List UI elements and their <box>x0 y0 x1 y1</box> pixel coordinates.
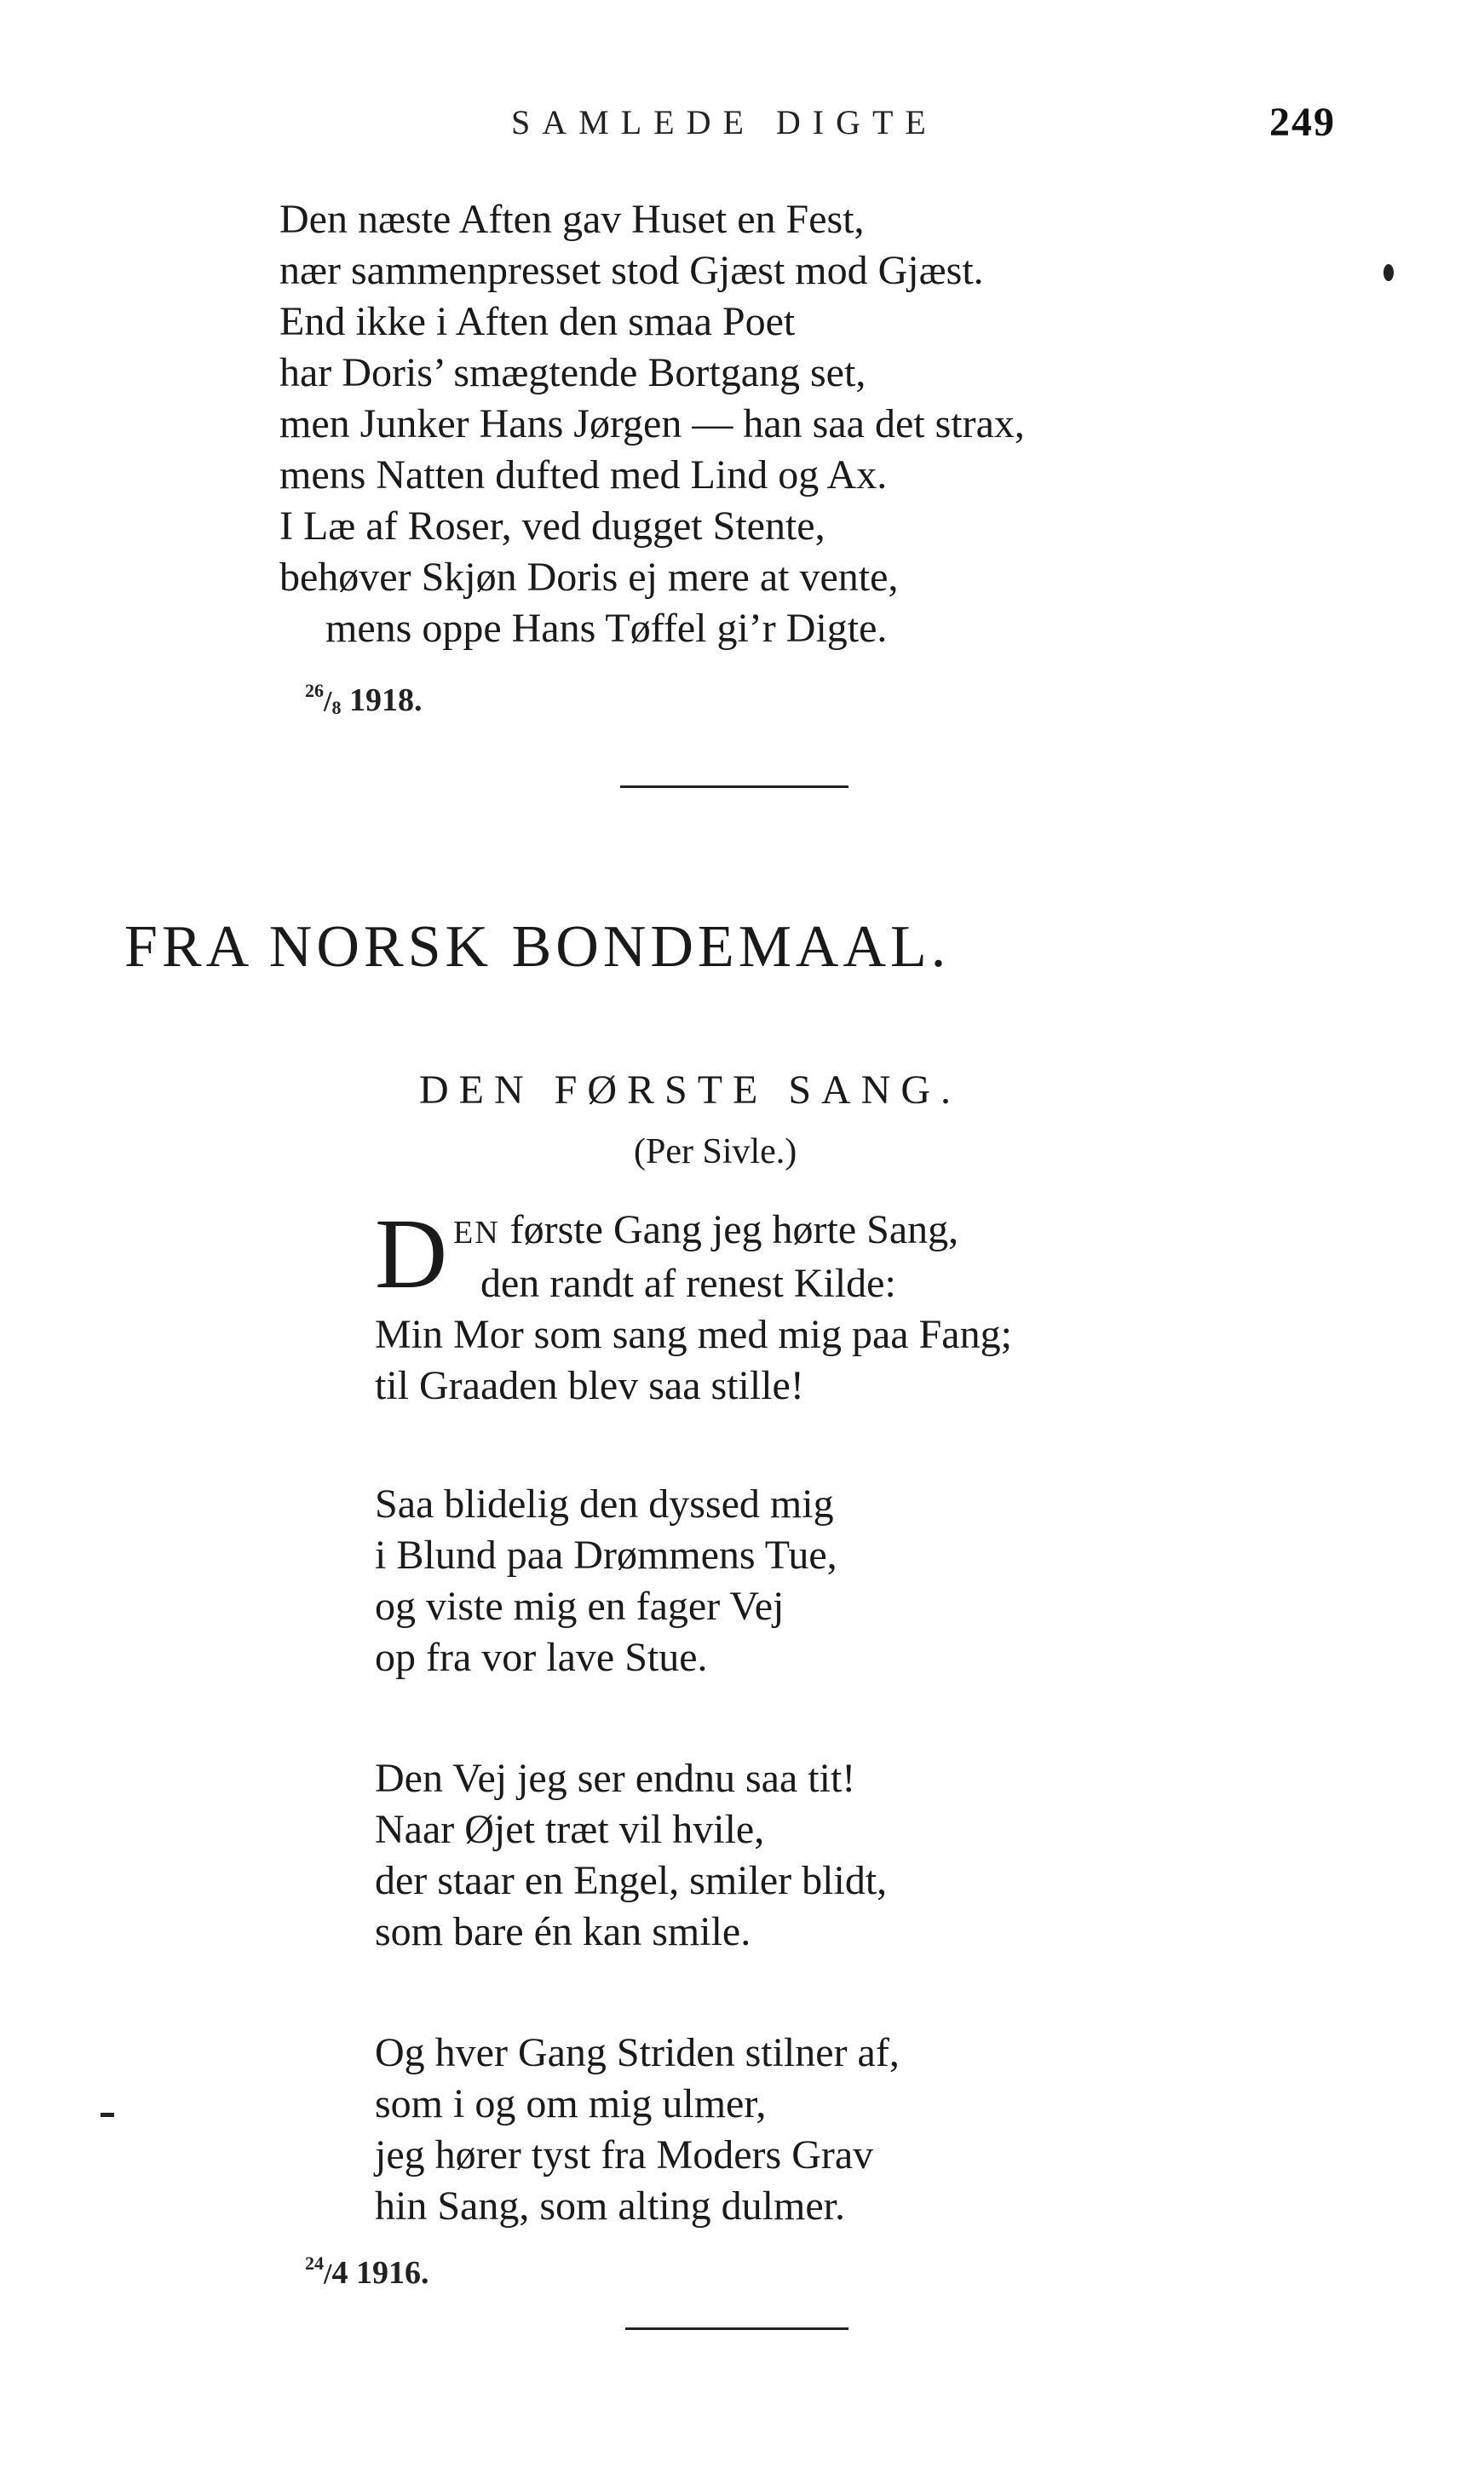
poem-line: Og hver Gang Striden stilner af, <box>375 2030 900 2075</box>
date-year: 1918. <box>348 682 423 718</box>
date-day: 24 <box>305 2252 324 2274</box>
stanza-3 <box>375 1753 887 1958</box>
running-head: SAMLEDE DIGTE <box>511 103 938 141</box>
poem-line: nær sammenpresset stod Gjæst mod Gjæst. <box>279 248 984 293</box>
poem-line: men Junker Hans Jørgen — han saa det strax, <box>279 401 1025 446</box>
end-divider <box>625 2327 848 2330</box>
poem-line-text: første Gang jeg hørte Sang, <box>509 1207 959 1252</box>
ink-mark <box>1383 264 1394 281</box>
poem-date: $^{24}$/4 1916. <box>305 2252 429 2291</box>
poem-line: og viste mig en fager Vej <box>375 1584 785 1629</box>
stanza-1 <box>375 1198 1012 1412</box>
poem-line: der staar en Engel, smiler blidt, <box>375 1858 888 1903</box>
poem-line: Min Mor som sang med mig paa Fang; <box>375 1312 1012 1357</box>
poem-line: End ikke i Aften den smaa Poet <box>279 299 796 344</box>
page-number: 249 <box>1269 100 1336 145</box>
section-title: FRA NORSK BONDEMAAL. <box>124 914 951 980</box>
poem-line: mens oppe Hans Tøffel gi’r Digte. <box>325 606 888 651</box>
poem-line: den randt af renest Kilde: <box>480 1261 896 1306</box>
poem-line: hin Sang, som alting dulmer. <box>375 2183 845 2229</box>
section-divider <box>620 785 848 788</box>
poem-line: op fra vor lave Stue. <box>375 1635 708 1680</box>
poem-line: som bare én kan smile. <box>375 1909 751 1954</box>
poem-line: Saa blidelig den dyssed mig <box>375 1481 834 1527</box>
poem-line: Den næste Aften gav Huset en Fest, <box>279 197 865 242</box>
poem-line: mens Natten dufted med Lind og Ax. <box>279 452 888 498</box>
poem-author: (Per Sivle.) <box>634 1132 797 1171</box>
drop-cap: D <box>375 1198 448 1309</box>
poem-line: har Doris’ smægtende Bortgang set, <box>279 350 866 395</box>
stanza-4 <box>375 2028 900 2232</box>
poem-line: til Graaden blev saa stille! <box>375 1363 804 1408</box>
poem-line <box>375 1205 1012 1258</box>
first-word-rest: EN <box>453 1215 500 1251</box>
date-month: 8 <box>331 697 342 718</box>
poem-title: DEN FØRSTE SANG. <box>419 1067 962 1113</box>
date-month: 4 <box>331 2255 348 2291</box>
poem-line: jeg hører tyst fra Moders Grav <box>375 2132 874 2177</box>
date-year: 1916. <box>355 2255 429 2291</box>
stanza-2 <box>375 1479 837 1683</box>
poem-line: behøver Skjøn Doris ej mere at vente, <box>279 555 899 600</box>
poem-line: I Læ af Roser, ved dugget Stente, <box>279 503 825 549</box>
poem-line: i Blund paa Drømmens Tue, <box>375 1533 837 1578</box>
poem-line: Den Vej jeg ser endnu saa tit! <box>375 1756 856 1801</box>
previous-poem-date: $^{26}/_8$ 1918. <box>305 680 423 718</box>
poem-line: Naar Øjet træt vil hvile, <box>375 1807 765 1852</box>
ink-mark <box>101 2113 114 2117</box>
date-day: 26 <box>305 680 324 701</box>
previous-poem-ending <box>279 194 1025 654</box>
poem-line: som i og om mig ulmer, <box>375 2081 767 2126</box>
